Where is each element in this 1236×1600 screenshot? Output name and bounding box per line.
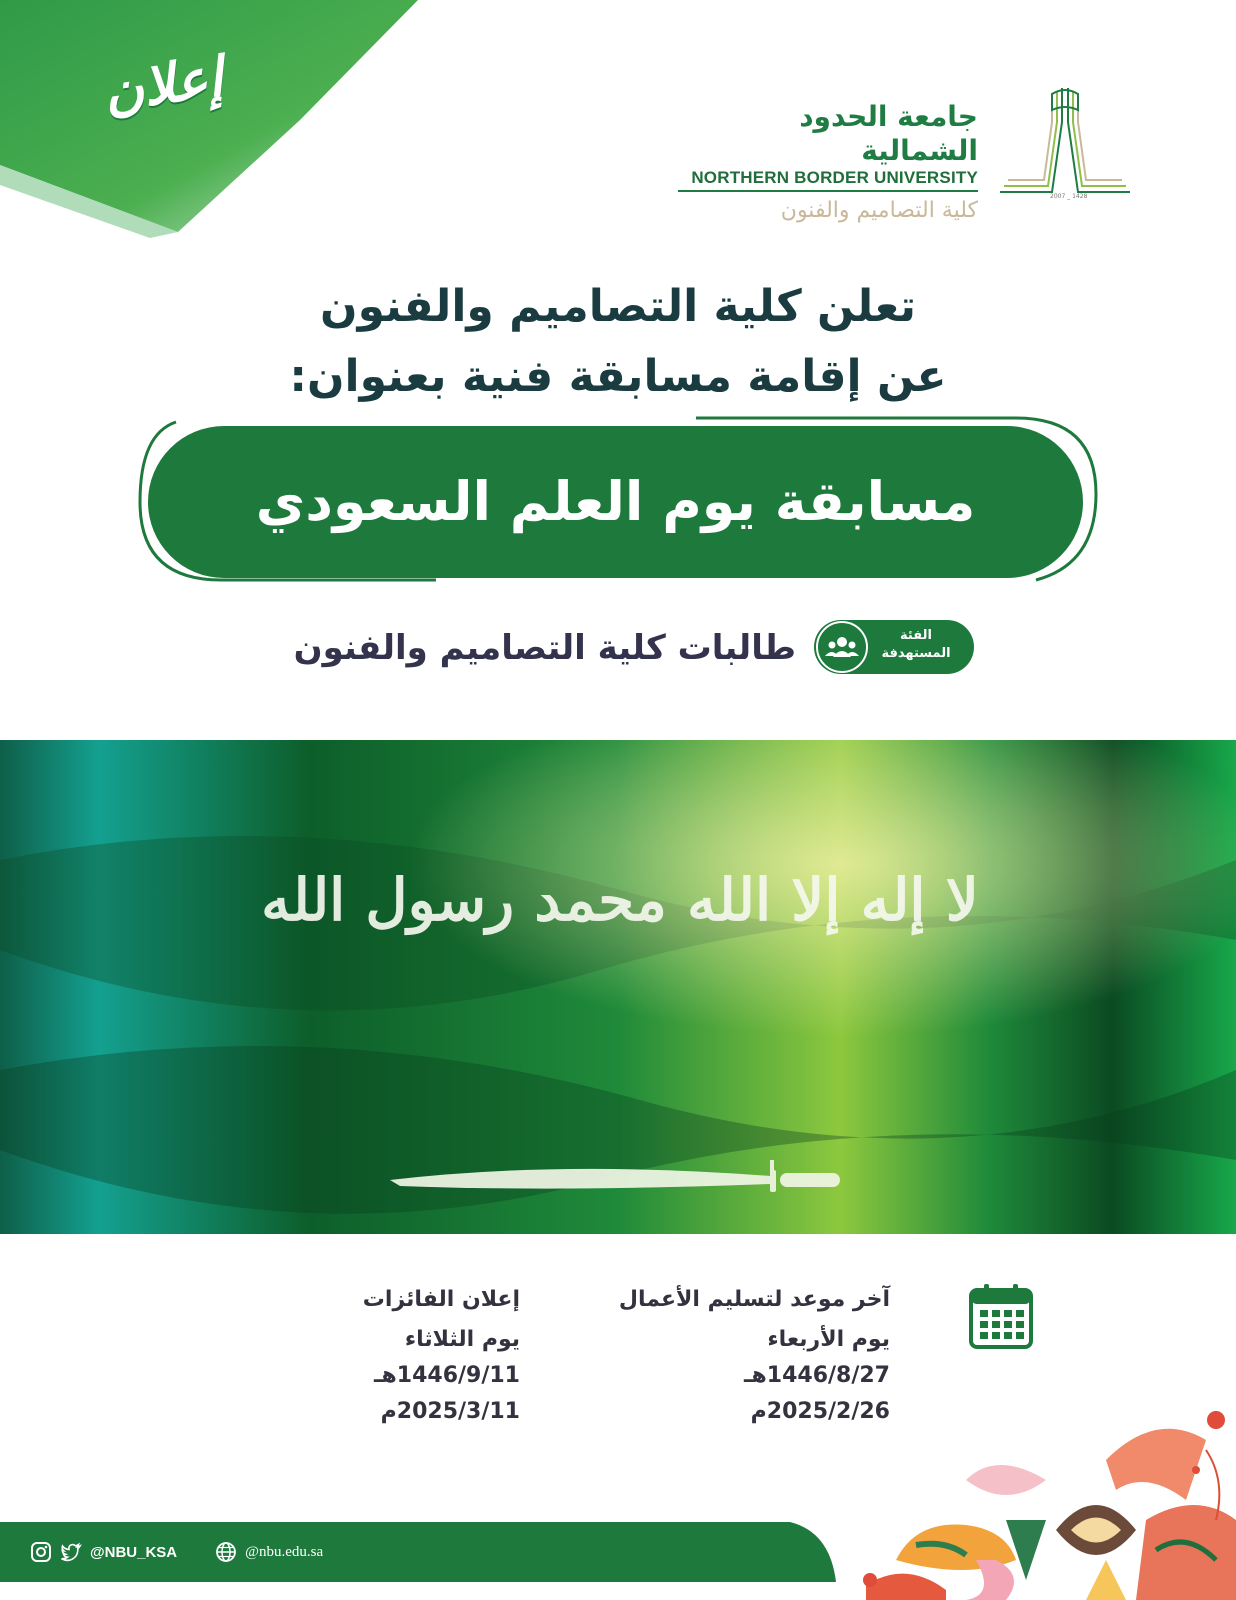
winners-day: يوم الثلاثاء [404,1327,520,1352]
university-logo-icon [990,82,1140,202]
globe-icon [215,1541,237,1563]
winners-heading: إعلان الفائزات [362,1287,520,1312]
headline-line-1: تعلن كلية التصاميم والفنون [320,281,916,332]
competition-title: مسابقة يوم العلم السعودي [255,470,976,533]
website-link[interactable]: @nbu.edu.sa [245,1543,324,1560]
headline [0,272,1236,412]
footer-social [30,1537,323,1567]
college-name: كلية التصاميم والفنون [780,198,978,223]
social-handle[interactable]: @NBU_KSA [90,1543,178,1561]
saudi-flag-image [0,740,1236,1234]
deadline-dates [590,1282,890,1430]
announcement-calligraphy: إعلان [99,44,227,124]
announcement-ribbon [0,0,430,240]
audience-text: طالبات كلية التصاميم والفنون [293,628,796,668]
deadline-gregorian: 2025/2/26م [750,1399,890,1424]
svg-text:2007 _ 1428: 2007 _ 1428 [1050,193,1088,200]
university-name-arabic: جامعة الحدود الشمالية [799,100,978,167]
headline-line-2: عن إقامة مسابقة فنية بعنوان: [289,351,947,402]
winners-gregorian: 2025/3/11م [380,1399,520,1424]
deadline-day: يوم الأربعاء [767,1327,890,1352]
group-users-icon [816,621,868,673]
university-logo-text [678,100,978,223]
university-name-english: NORTHERN BORDER UNIVERSITY [678,168,978,192]
winners-hijri: 1446/9/11هـ [373,1363,520,1388]
deadline-hijri: 1446/8/27هـ [743,1363,890,1388]
audience-badge-label: الفئة المستهدفة [881,628,951,661]
instagram-icon[interactable] [30,1541,52,1563]
twitter-icon[interactable] [60,1541,82,1563]
deadline-heading: آخر موعد لتسليم الأعمال [618,1287,890,1312]
decorative-pattern [856,1410,1236,1600]
calendar-icon [968,1282,1034,1350]
flag-shahada: لا إله إلا الله محمد رسول الله [261,866,979,934]
winners-dates [220,1282,520,1430]
